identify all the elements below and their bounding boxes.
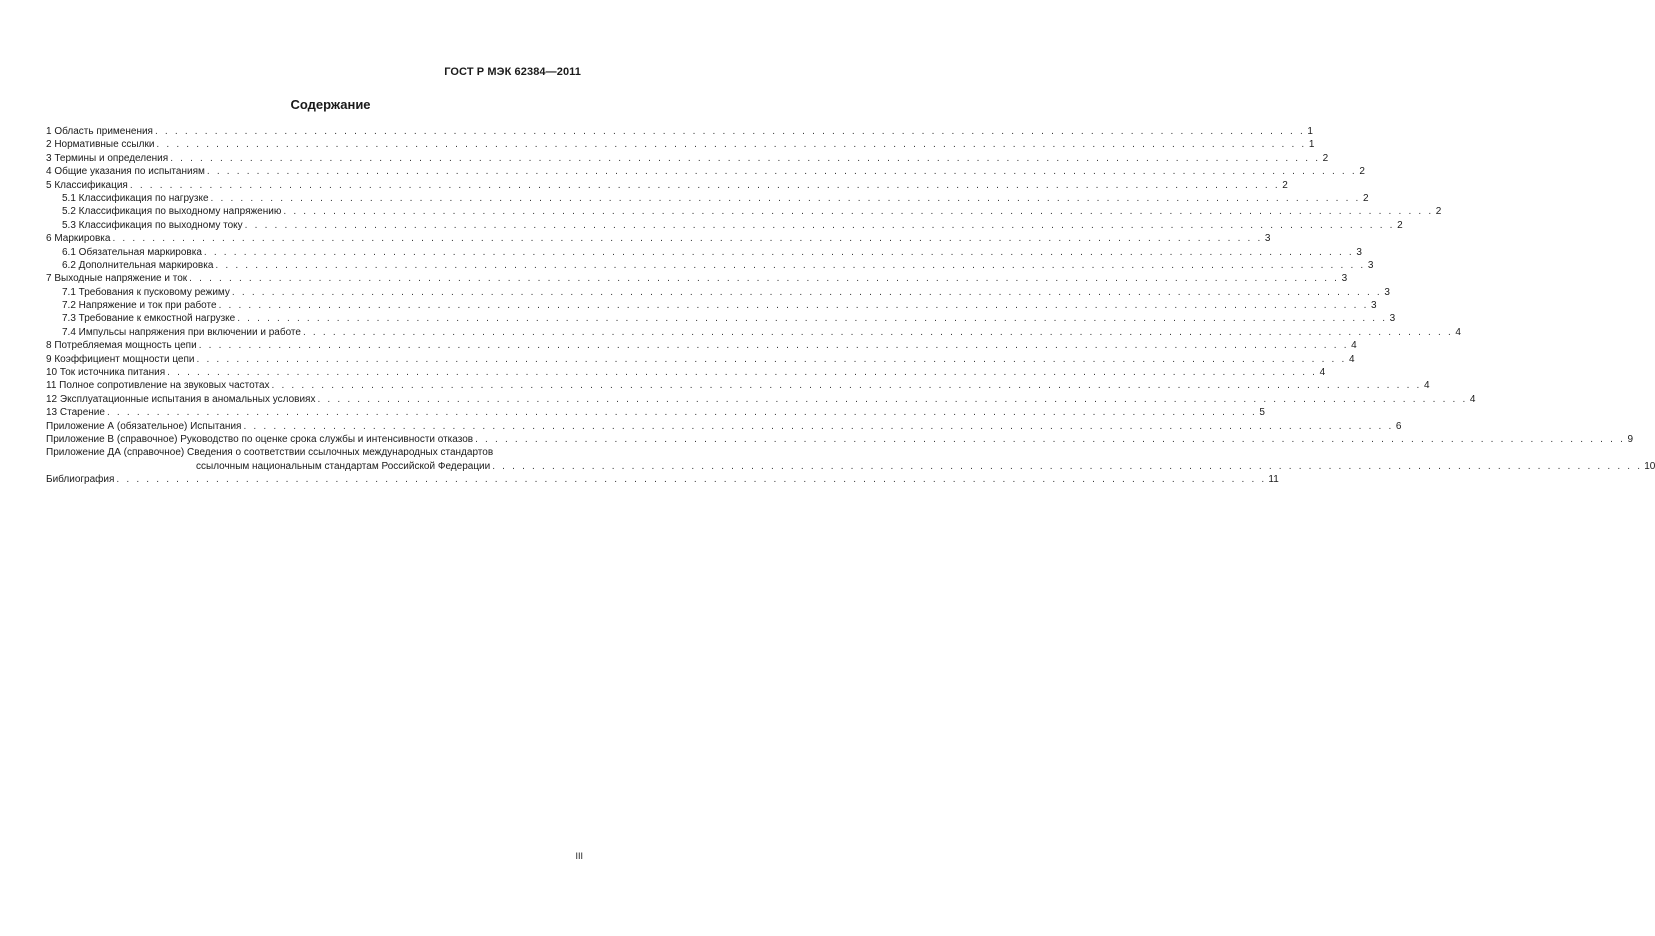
toc-item[interactable] — [46, 165, 1365, 178]
toc-item-appendix-da[interactable] — [46, 446, 1655, 473]
toc-item-page: 2 — [1359, 166, 1365, 178]
toc-item[interactable] — [46, 406, 1265, 419]
toc-item-page: 4 — [1348, 353, 1355, 365]
toc-item-text: 5.2 Классификация по выходному напряжению — [62, 206, 282, 218]
leader-dots — [245, 219, 1395, 232]
table-of-contents — [46, 125, 1655, 487]
leader-dots — [167, 366, 1317, 379]
toc-item-text: 9 Коэффициент мощности цепи — [46, 353, 195, 365]
toc-item-text: Приложение А (обязательное) Испытания — [46, 420, 242, 432]
toc-item[interactable] — [46, 232, 1271, 245]
toc-item-text: ссылочным национальным стандартам Российской Федерации — [196, 460, 491, 472]
toc-item-page: 9 — [1627, 433, 1634, 445]
toc-item-page: 3 — [1367, 259, 1374, 271]
toc-item-page: 2 — [1362, 192, 1369, 204]
toc-item-text: 13 Старение — [46, 407, 105, 419]
toc-item[interactable] — [46, 286, 1390, 299]
toc-item-text: 6 Маркировка — [46, 233, 111, 245]
toc-item-text: 6.1 Обязательная маркировка — [62, 246, 202, 258]
toc-item[interactable] — [46, 152, 1329, 165]
toc-item-text: 7.1 Требования к пусковому режиму — [62, 286, 230, 298]
leader-dots — [475, 433, 1625, 446]
toc-item-text: 7 Выходные напряжение и ток — [46, 273, 188, 285]
toc-item-page: 3 — [1341, 273, 1348, 285]
toc-item-text: 1 Область применения — [46, 125, 153, 137]
toc-item-text: 5.1 Классификация по нагрузке — [62, 192, 209, 204]
toc-item-text: 7.2 Напряжение и ток при работе — [62, 300, 217, 312]
toc-item-text: 3 Термины и определения — [46, 152, 169, 164]
toc-item[interactable] — [46, 259, 1374, 272]
toc-item[interactable] — [46, 219, 1403, 232]
toc-item-page: 6 — [1395, 420, 1402, 432]
toc-item[interactable] — [46, 420, 1402, 433]
toc-item-text: 11 Полное сопротивление на звуковых частотах — [46, 380, 270, 392]
leader-dots — [272, 379, 1422, 392]
leader-dots — [116, 473, 1266, 486]
toc-item-page: 1 — [1307, 125, 1313, 137]
toc-item[interactable] — [46, 433, 1634, 446]
toc-item-page: 4 — [1423, 380, 1430, 392]
toc-item-bibliography[interactable] — [46, 473, 1279, 486]
page-title: Содержание — [290, 97, 371, 112]
toc-item-text: 5 Классификация — [46, 179, 128, 191]
leader-dots — [189, 272, 1339, 285]
leader-dots — [492, 460, 1642, 473]
toc-item[interactable] — [46, 272, 1348, 285]
toc-item-text: 6.2 Дополнительная маркировка — [62, 259, 214, 271]
toc-item[interactable] — [46, 179, 1288, 192]
toc-item-page: 2 — [1282, 179, 1288, 191]
leader-dots — [237, 312, 1387, 325]
toc-item[interactable] — [46, 205, 1442, 218]
toc-item-page: 3 — [1371, 300, 1377, 312]
toc-item-page: 2 — [1435, 206, 1442, 218]
leader-dots — [215, 259, 1365, 272]
toc-item[interactable] — [46, 353, 1355, 366]
toc-item-page: 2 — [1397, 219, 1403, 231]
leader-dots — [112, 232, 1262, 245]
leader-dots — [155, 125, 1305, 138]
document-code: ГОСТ Р МЭК 62384—2011 — [444, 66, 581, 78]
toc-item-page: 4 — [1469, 393, 1476, 405]
toc-item-text: Приложение В (справочное) Руководство по оценке срока службы и интенсивности отказов — [46, 433, 474, 445]
toc-item-page: 3 — [1384, 286, 1390, 298]
leader-dots — [170, 152, 1320, 165]
leader-dots — [232, 286, 1382, 299]
toc-item-text: 8 Потребляемая мощность цепи — [46, 340, 197, 352]
toc-item[interactable] — [46, 393, 1476, 406]
leader-dots — [156, 138, 1306, 151]
toc-item[interactable] — [46, 299, 1377, 312]
toc-item-page: 4 — [1351, 340, 1357, 352]
toc-item-page: 3 — [1264, 233, 1271, 245]
leader-dots — [199, 339, 1349, 352]
leader-dots — [197, 353, 1347, 366]
leader-dots — [283, 205, 1433, 218]
toc-item-text: 10 Ток источника питания — [46, 367, 166, 379]
toc-item[interactable] — [46, 379, 1430, 392]
toc-item-page: 10 — [1644, 460, 1655, 472]
toc-item-page: 3 — [1389, 313, 1396, 325]
toc-item-text: Приложение ДА (справочное) Сведения о соответствии ссылочных международных стандартов — [46, 447, 494, 459]
toc-item-page: 5 — [1259, 407, 1265, 419]
leader-dots — [243, 420, 1393, 433]
toc-item[interactable] — [46, 138, 1315, 151]
toc-item-page: 4 — [1455, 326, 1461, 338]
toc-item[interactable] — [46, 192, 1369, 205]
page-number: III — [575, 851, 583, 861]
toc-item-page: 3 — [1356, 246, 1362, 258]
toc-item-text: 4 Общие указания по испытаниям — [46, 166, 205, 178]
toc-item-text: 5.3 Классификация по выходному току — [62, 219, 243, 231]
toc-item-text: 7.4 Импульсы напряжения при включении и работе — [62, 326, 301, 338]
leader-dots — [107, 406, 1257, 419]
leader-dots — [207, 165, 1357, 178]
toc-item-text: Библиография — [46, 474, 115, 486]
leader-dots — [219, 299, 1369, 312]
toc-item-page: 2 — [1322, 152, 1329, 164]
toc-item[interactable] — [46, 326, 1461, 339]
leader-dots — [204, 246, 1354, 259]
leader-dots — [303, 326, 1453, 339]
toc-item-page: 1 — [1308, 139, 1315, 151]
toc-item[interactable] — [46, 125, 1313, 138]
toc-item[interactable] — [46, 366, 1326, 379]
toc-item[interactable] — [46, 339, 1357, 352]
toc-item-page: 4 — [1319, 367, 1326, 379]
toc-item-text: 12 Эксплуатационные испытания в аномальных условиях — [46, 393, 316, 405]
toc-item-text: 7.3 Требование к емкостной нагрузке — [62, 313, 236, 325]
toc-item-page: 11 — [1268, 474, 1279, 486]
toc-item-text: 2 Нормативные ссылки — [46, 139, 155, 151]
leader-dots — [130, 179, 1280, 192]
leader-dots — [317, 393, 1467, 406]
leader-dots — [211, 192, 1361, 205]
toc-item[interactable] — [46, 246, 1362, 259]
toc-item[interactable] — [46, 312, 1396, 325]
